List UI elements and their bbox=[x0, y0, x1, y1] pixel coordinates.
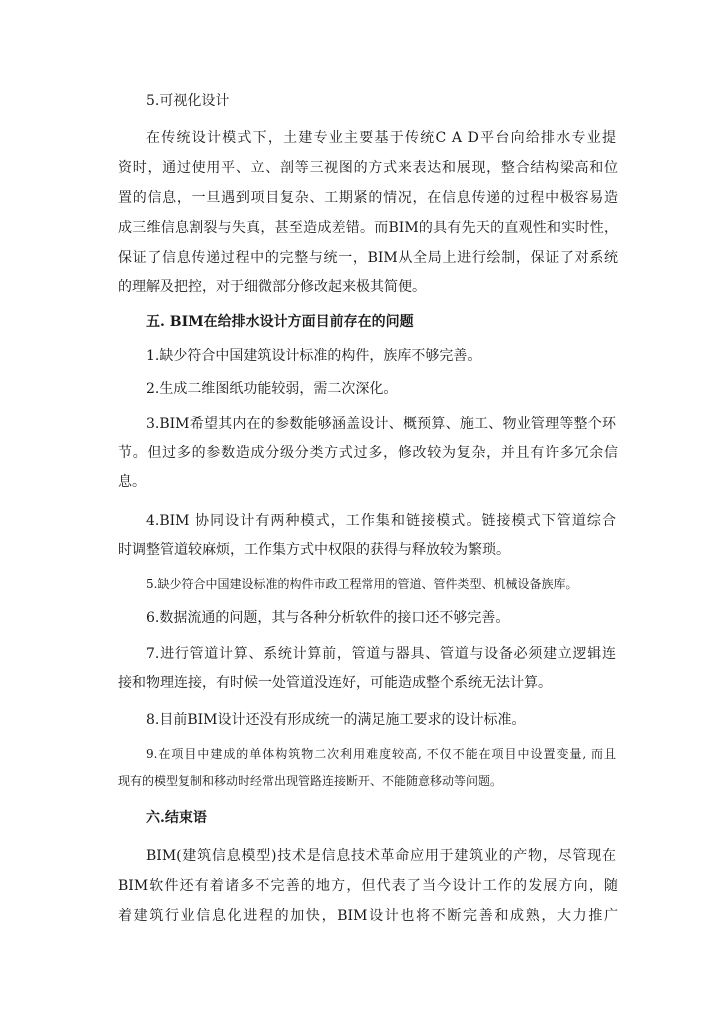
paragraph-line: 保证了信息传递过程中的完整与统一，BIM从全局上进行绘制，保证了对系统 bbox=[118, 250, 618, 266]
issue-line: 时调整管道较麻烦，工作集方式中权限的获得与释放较为繁琐。 bbox=[118, 542, 510, 558]
issue-item: 2.生成二维图纸功能较弱，需二次深化。 bbox=[146, 381, 398, 397]
issue-item: 1.缺少符合中国建筑设计标准的构件，族库不够完善。 bbox=[146, 348, 482, 364]
paragraph-line: BIM(建筑信息模型)技术是信息技术革命应用于建筑业的产物，尽管现在 bbox=[146, 848, 616, 864]
issue-line: 3.BIM希望其内在的参数能够涵盖设计、概预算、施工、物业管理等整个环 bbox=[146, 416, 616, 432]
paragraph-line: 的理解及把控，对于细微部分修改起来极其简便。 bbox=[118, 279, 426, 295]
section-heading-problems: 五. BIM在给排水设计方面目前存在的问题 bbox=[146, 314, 414, 330]
issue-line: 7.进行管道计算、系统计算前，管道与器具、管道与设备必须建立逻辑连 bbox=[146, 646, 616, 662]
paragraph-line: 置的信息，一旦遇到项目复杂、工期紧的情况，在信息传递的过程中极容易造 bbox=[118, 190, 618, 206]
issue-line: 现有的模型复制和移动时经常出现管路连接断开、不能随意移动等问题。 bbox=[118, 774, 503, 788]
paragraph-line: BIM软件还有着诸多不完善的地方，但代表了当今设计工作的发展方向，随 bbox=[118, 878, 618, 894]
paragraph-line: 在传统设计模式下，土建专业主要基于传统C A D平台向给排水专业提 bbox=[146, 130, 616, 146]
issue-line: 4.BIM 协同设计有两种模式，工作集和链接模式。链接模式下管道综合 bbox=[146, 513, 616, 529]
issue-line: 9.在项目中建成的单体构筑物二次利用难度较高, 不仅不能在项目中设置变量, 而且 bbox=[146, 747, 616, 761]
issue-item: 8.目前BIM设计还没有形成统一的满足施工要求的设计标准。 bbox=[146, 712, 526, 728]
issue-line: 节。但过多的参数造成分级分类方式过多，修改较为复杂，并且有许多冗余信 bbox=[118, 445, 618, 461]
issue-item: 5.缺少符合中国建设标准的构件市政工程常用的管道、管件类型、机械设备族库。 bbox=[146, 577, 578, 591]
paragraph-line: 着建筑行业信息化进程的加快，BIM设计也将不断完善和成熟，大力推广 bbox=[118, 908, 618, 924]
paragraph-line: 资时，通过使用平、立、剖等三视图的方式来表达和展现，整合结构梁高和位 bbox=[118, 160, 618, 176]
issue-line: 接和物理连接，有时候一处管道没连好，可能造成整个系统无法计算。 bbox=[118, 675, 552, 691]
section-title-visual-design: 5.可视化设计 bbox=[146, 93, 230, 109]
section-heading-conclusion: 六.结束语 bbox=[146, 810, 207, 826]
paragraph-line: 成三维信息割裂与失真，甚至造成差错。而BIM的具有先天的直观性和实时性， bbox=[118, 220, 618, 236]
issue-line: 息。 bbox=[118, 474, 146, 490]
issue-item: 6.数据流通的问题，其与各种分析软件的接口还不够完善。 bbox=[146, 610, 510, 626]
